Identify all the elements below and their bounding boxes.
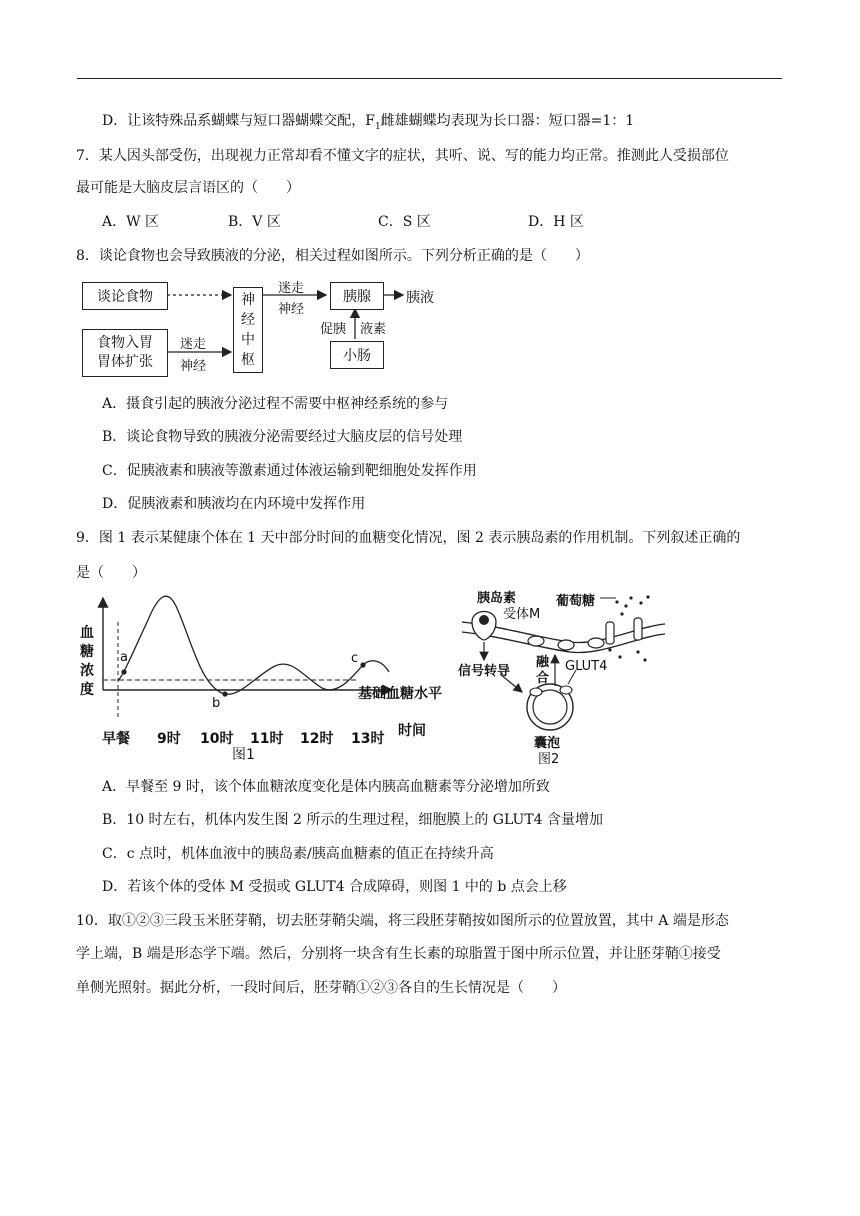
fig1-x-label: 时间 — [398, 723, 426, 739]
q8-option-d: D．促胰液素和胰液均在内环境中发挥作用 — [102, 496, 366, 512]
fig1-label-c: c — [351, 651, 359, 666]
q10-stem-line2: 学上端，B 端是形态学下端。然后，分别将一块含有生长素的琼脂置于图中所示位置，并让胚芽鞘①接受 — [76, 946, 721, 962]
fig2-vesicle-label: 囊泡 — [534, 736, 561, 751]
pancreas-box: 胰腺 — [330, 282, 384, 310]
q9-option-a: A．早餐至 9 时，该个体血糖浓度变化是体内胰高血糖素等分泌增加所致 — [102, 779, 550, 795]
talk-food-box: 谈论食物 — [82, 282, 168, 310]
q9-option-d: D．若该个体的受体 M 受损或 GLUT4 合成障碍，则图 1 中的 b 点会上移 — [102, 879, 567, 895]
fig2-receptor-label: 受体M — [503, 607, 541, 622]
fig1-y-label-1: 血 — [80, 625, 94, 641]
vagus-label-upper-bottom: 神经 — [278, 302, 305, 317]
fig1-tick-9: 9时 — [157, 731, 181, 747]
q8-option-a: A．摄食引起的胰液分泌过程不需要中枢神经系统的参与 — [102, 396, 449, 412]
fig1-label-b: b — [212, 696, 221, 711]
fig2-glucose-label: 葡萄糖 — [556, 594, 596, 609]
fig1-caption: 图1 — [232, 747, 255, 763]
fig2-insulin-label: 胰岛素 — [477, 591, 517, 606]
fig1-tick-12: 12时 — [300, 731, 334, 747]
fig2-caption: 图2 — [538, 752, 560, 767]
q6-option-d: D．让该特殊品系蝴蝶与短口器蝴蝶交配，$F_1$雌雄蝴蝶均表现为长口器：短口器=1：1 — [102, 113, 635, 132]
fig1-y-label-2: 糖 — [80, 644, 94, 660]
fig1-baseline-label: 基础血糖水平 — [358, 686, 442, 702]
q9-option-b: B．10 时左右，机体内发生图 2 所示的生理过程，细胞膜上的 GLUT4 含量增加 — [102, 812, 604, 828]
q7-option-d: D．H 区 — [528, 214, 584, 230]
fig1-tick-breakfast: 早餐 — [102, 731, 130, 747]
fig1-y-label-4: 度 — [80, 682, 94, 698]
q8-stem: 8．谈论食物也会导致胰液的分泌，相关过程如图所示。下列分析正确的是（ ） — [76, 248, 589, 264]
q10-stem-line3: 单侧光照射。据此分析，一段时间后，胚芽鞘①②③各自的生长情况是（ ） — [76, 980, 566, 996]
q7-option-a: A．W 区 — [102, 214, 159, 230]
pancreatic-juice-label: 胰液 — [406, 290, 434, 306]
secretin-label-left: 促胰 — [320, 322, 347, 337]
small-intestine-box: 小肠 — [330, 341, 384, 369]
secretin-label-right: 液素 — [360, 322, 387, 337]
fig2-insulin-dot — [479, 615, 489, 625]
vagus-label-upper-top: 迷走 — [278, 281, 305, 296]
q8-option-c: C．促胰液素和胰液等激素通过体液运输到靶细胞处发挥作用 — [102, 463, 477, 479]
q7-option-b: B．V 区 — [228, 214, 281, 230]
stomach-box: 食物入胃 胃体扩张 — [82, 329, 168, 377]
q7-option-c: C．S 区 — [378, 214, 431, 230]
nerve-center-box: 神 经 中 枢 — [233, 287, 263, 373]
fig2-glut4-channel-2 — [634, 618, 642, 640]
vagus-label-lower-bottom: 神经 — [180, 359, 207, 374]
q9-stem-line2: 是（ ） — [76, 565, 146, 581]
fig2-glut4-channel-1 — [606, 622, 614, 644]
q9-stem-line1: 9．图 1 表示某健康个体在 1 天中部分时间的血糖变化情况，图 2 表示胰岛素的作用机制。下列叙述正确的 — [76, 530, 741, 546]
fig2-fusion-label-2: 合 — [536, 671, 550, 686]
fig2-glut4-label: GLUT4 — [565, 659, 608, 674]
fig1-tick-13: 13时 — [351, 731, 385, 747]
vagus-label-lower-top: 迷走 — [180, 337, 207, 352]
fig1-y-label-3: 浓 — [80, 663, 94, 679]
fig1-tick-11: 11时 — [250, 731, 284, 747]
q7-stem-line1: 7．某人因头部受伤，出现视力正常却看不懂文字的症状，其听、说、写的能力均正常。推测此人受损部位 — [76, 148, 729, 164]
fig1-tick-10: 10时 — [200, 731, 234, 747]
fig1-label-a: a — [120, 650, 128, 665]
q10-stem-line1: 10．取①②③三段玉米胚芽鞘，切去胚芽鞘尖端，将三段胚芽鞘按如图所示的位置放置，其中 A 端是形态 — [76, 913, 729, 929]
fig2-signal-label: 信号转导 — [458, 664, 511, 679]
q9-option-c: C．c 点时，机体血液中的胰岛素/胰高血糖素的值正在持续升高 — [102, 846, 494, 862]
q8-option-b: B．谈论食物导致的胰液分泌需要经过大脑皮层的信号处理 — [102, 429, 463, 445]
q7-stem-line2: 最可能是大脑皮层言语区的（ ） — [76, 180, 300, 196]
fig2-fusion-label-1: 融 — [536, 655, 550, 670]
